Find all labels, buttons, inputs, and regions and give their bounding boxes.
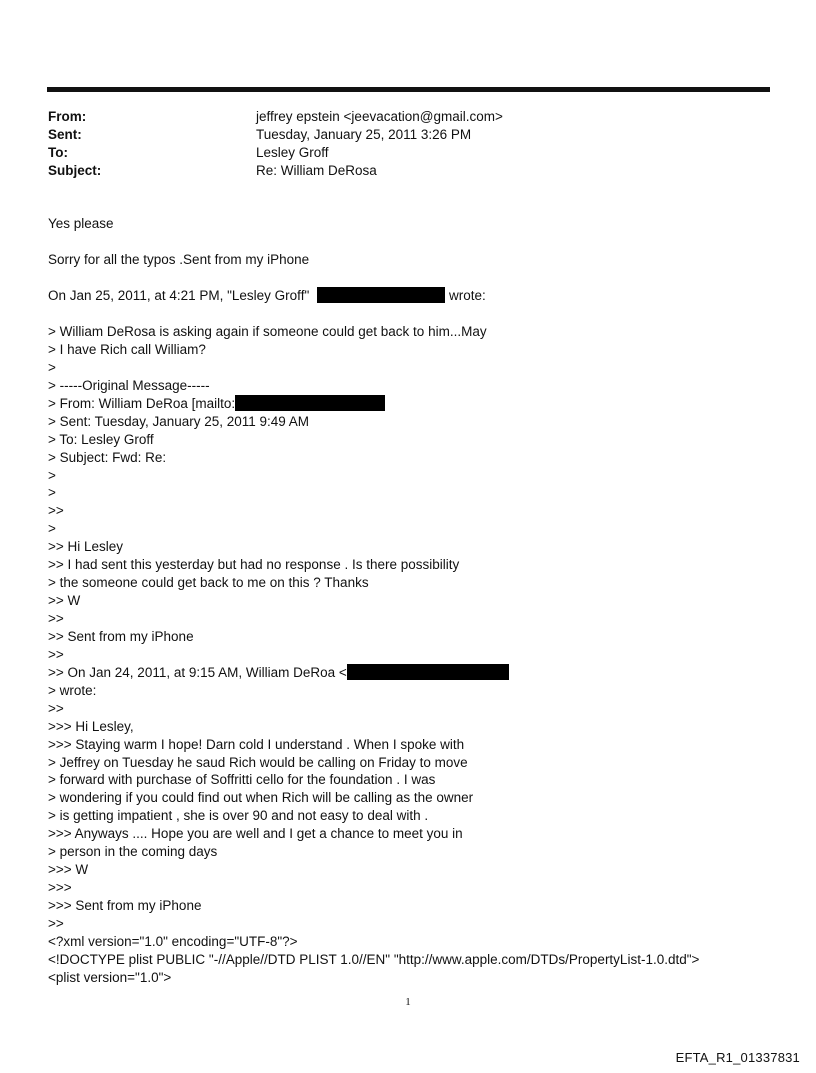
quoted-line (48, 556, 768, 574)
quoted-line (48, 449, 768, 467)
quoted-line (48, 789, 768, 807)
quoted-line-text: >>> Staying warm I hope! Darn cold I understand . When I spoke with (48, 736, 465, 752)
sent-value: Tuesday, January 25, 2011 3:26 PM (256, 127, 472, 142)
quoted-line (48, 359, 768, 377)
quoted-line-text: > -----Original Message----- (48, 377, 210, 393)
quoted-line (48, 754, 768, 772)
quoted-line-text: >>> Hi Lesley, (48, 718, 134, 734)
quoted-line (48, 933, 768, 951)
quoted-line-text: > person in the coming days (48, 844, 218, 860)
quoted-line-text: >>> (48, 880, 72, 896)
quoted-line-text: > (48, 359, 56, 375)
quoted-line-text: > wrote: (48, 682, 97, 698)
quoted-line (48, 431, 768, 449)
quoted-line-text: >> (48, 915, 64, 931)
quoted-line (48, 969, 768, 987)
quoted-line (48, 843, 768, 861)
quoted-line (48, 413, 768, 431)
quoted-line-text: <?xml version="1.0" encoding="UTF-8"?> (48, 933, 298, 949)
to-row (48, 144, 768, 162)
quoted-line-text: > Sent: Tuesday, January 25, 2011 9:49 AM (48, 413, 310, 429)
quoted-line (48, 807, 768, 825)
quoted-line-text: >>> W (48, 862, 89, 878)
attribution-prefix: On Jan 25, 2011, at 4:21 PM, "Lesley Groff" (48, 288, 310, 303)
page-number: 1 (405, 996, 411, 1008)
quoted-line (48, 771, 768, 789)
quoted-line-text: > To: Lesley Groff (48, 431, 154, 447)
reply-text: Yes please (48, 216, 114, 231)
quoted-line-text: > William DeRosa is asking again if someone could get back to him...May (48, 324, 487, 339)
quoted-line-text: >>> Sent from my iPhone (48, 898, 202, 913)
quoted-message (48, 323, 768, 987)
quoted-line-text: >> Hi Lesley (48, 539, 124, 555)
quoted-line (48, 897, 768, 915)
quoted-line (48, 628, 768, 646)
quoted-line-text: >> Sent from my iPhone (48, 628, 194, 644)
quoted-line-text: >> (48, 503, 64, 519)
quoted-line (48, 520, 768, 538)
subject-label: Subject: (48, 163, 102, 178)
quoted-line-text: >> On Jan 24, 2011, at 9:15 AM, William DeRoa < (48, 664, 347, 680)
quoted-line (48, 825, 768, 843)
quoted-line-text: >> W (48, 593, 81, 609)
quoted-line-text: >> (48, 646, 64, 662)
quoted-line (48, 951, 768, 969)
quoted-line-text: <plist version="1.0"> (48, 969, 172, 985)
subject-row (48, 162, 768, 180)
quoted-line-text: >> (48, 700, 64, 716)
quoted-line (48, 915, 768, 933)
quoted-line (48, 574, 768, 592)
quoted-line (48, 861, 768, 879)
quoted-line (48, 718, 768, 736)
quoted-line (48, 341, 768, 359)
quoted-line (48, 502, 768, 520)
quoted-line (48, 592, 768, 610)
redaction-block (317, 287, 445, 303)
quoted-line (48, 538, 768, 556)
to-value: Lesley Groff (256, 145, 329, 160)
quoted-line-text: >> I had sent this yesterday but had no response . Is there possibility (48, 557, 460, 573)
from-label: From: (48, 109, 87, 124)
quoted-line-text: > the someone could get back to me on this ? Thanks (48, 575, 369, 591)
attribution-line (48, 287, 768, 305)
quoted-line (48, 395, 768, 413)
quoted-line (48, 736, 768, 754)
quoted-line-text: > is getting impatient , she is over 90 and not easy to deal with . (48, 808, 429, 824)
quoted-line (48, 610, 768, 628)
quoted-line-text: >> (48, 611, 64, 626)
header-rule (47, 87, 770, 92)
quoted-line-text: > Subject: Fwd: Re: (48, 449, 167, 465)
quoted-line (48, 377, 768, 395)
quoted-line (48, 664, 768, 682)
quoted-line-text: > From: William DeRoa [mailto: (48, 395, 236, 411)
quoted-line (48, 646, 768, 664)
signature-text: Sorry for all the typos .Sent from my iPhone (48, 252, 310, 267)
subject-value: Re: William DeRosa (256, 163, 377, 178)
email-header (48, 108, 768, 180)
sent-label: Sent: (48, 127, 82, 142)
quoted-line (48, 700, 768, 718)
quoted-line-text: > (48, 521, 56, 537)
quoted-line-text: > I have Rich call William? (48, 341, 206, 357)
quoted-line (48, 467, 768, 485)
quoted-line-text: >>> Anyways .... Hope you are well and I get a chance to meet you in (48, 826, 463, 842)
quoted-line-text: > wondering if you could find out when Rich will be calling as the owner (48, 790, 474, 806)
quoted-line (48, 323, 768, 341)
quoted-line-text: > Jeffrey on Tuesday he saud Rich would be calling on Friday to move (48, 754, 468, 770)
quoted-line (48, 484, 768, 502)
redaction-block (235, 395, 385, 411)
quoted-line-text: > (48, 467, 56, 483)
quoted-line (48, 682, 768, 700)
attribution-suffix: wrote: (449, 288, 486, 303)
quoted-line-text: > (48, 485, 56, 501)
sent-row (48, 126, 768, 144)
quoted-line-text: <!DOCTYPE plist PUBLIC "-//Apple//DTD PLIST 1.0//EN" "http://www.apple.com/DTDs/PropertyList-1.0.dtd"> (48, 951, 700, 967)
to-label: To: (48, 145, 68, 160)
quoted-line-text: > forward with purchase of Soffritti cello for the foundation . I was (48, 772, 436, 788)
from-value: jeffrey epstein <jeevacation@gmail.com> (256, 109, 503, 124)
quoted-line (48, 879, 768, 897)
from-row (48, 108, 768, 126)
redaction-block (347, 664, 509, 680)
bates-number: EFTA_R1_01337831 (675, 1050, 800, 1065)
